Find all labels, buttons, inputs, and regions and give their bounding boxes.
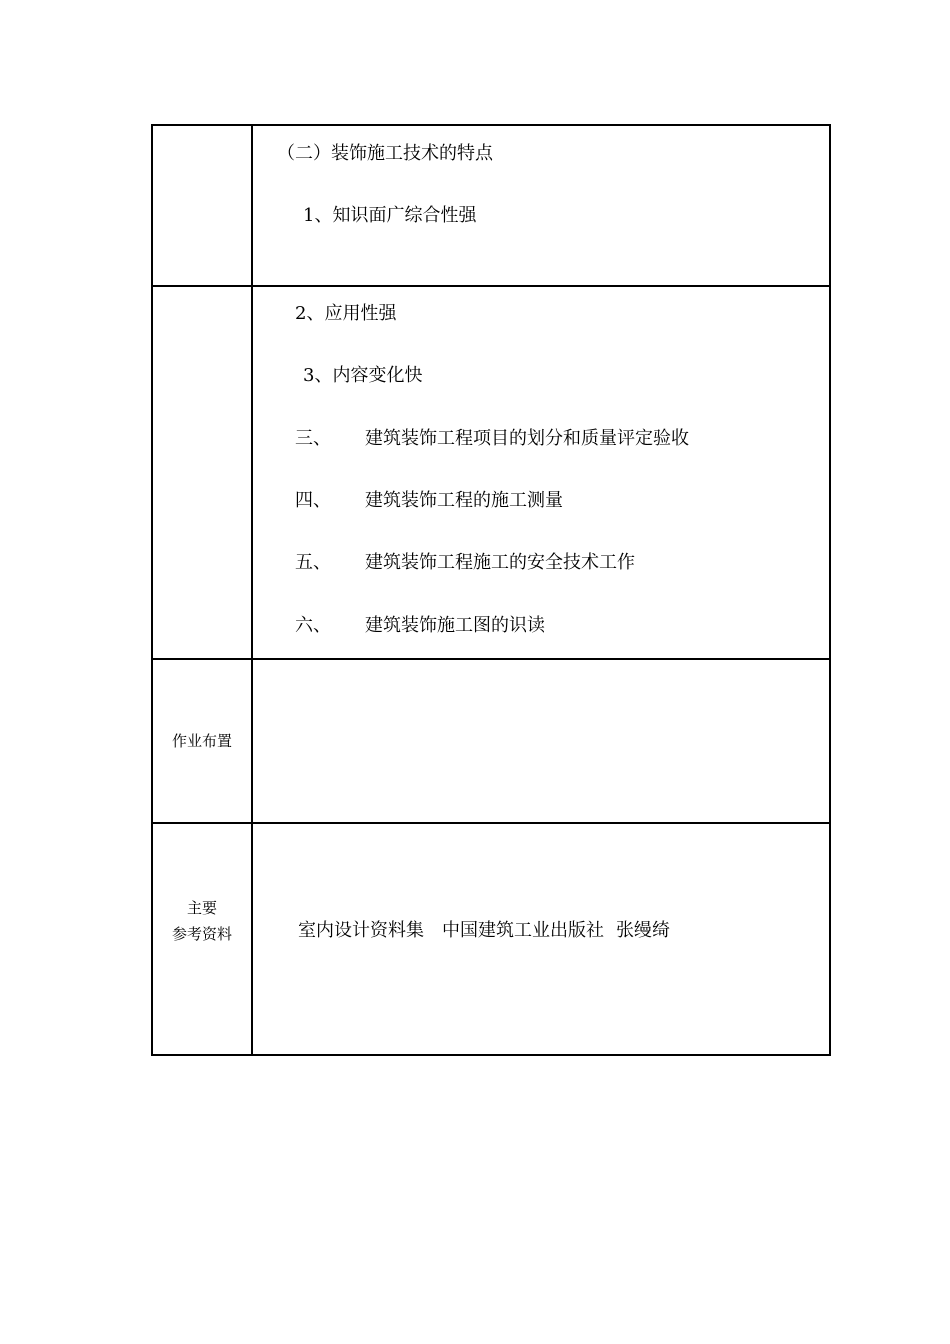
list-number: 五、 [295,552,331,573]
list-number: 四、 [295,490,331,511]
row-label-empty [152,286,252,659]
list-item: 2、应用性强 [295,303,397,324]
list-text: 建筑装饰工程项目的划分和质量评定验收 [365,428,689,449]
section-heading: （二）装饰施工技术的特点 [277,143,493,164]
row-label-empty [152,125,252,286]
list-number: 六、 [295,615,331,636]
table-row [152,286,830,659]
references-label [152,823,252,1055]
references-content [252,823,830,1055]
reference-author: 张缦绮 [616,920,670,941]
reference-entry [298,919,670,943]
lesson-plan-table [151,124,831,1056]
list-item [295,614,545,638]
homework-label: 作业布置 [152,659,252,823]
list-text: 建筑装饰施工图的识读 [365,615,545,636]
table-row [152,823,830,1055]
list-text: 建筑装饰工程的施工测量 [365,490,563,511]
table-row [152,125,830,286]
references-label-line2: 参考资料 [171,925,232,943]
reference-publisher: 中国建筑工业出版社 [442,920,604,941]
list-number: 三、 [295,428,331,449]
list-item: 1、知识面广综合性强 [303,205,477,226]
list-text: 建筑装饰工程施工的安全技术工作 [365,552,635,573]
content-cell [252,286,830,659]
reference-book-title: 室内设计资料集 [298,920,424,941]
list-item [295,489,563,513]
list-item [295,427,689,451]
references-label-line1: 主要 [186,899,217,917]
content-cell [252,125,830,286]
list-item [295,551,635,575]
table-row [152,659,830,823]
list-item: 3、内容变化快 [303,365,423,386]
homework-content [252,659,830,823]
